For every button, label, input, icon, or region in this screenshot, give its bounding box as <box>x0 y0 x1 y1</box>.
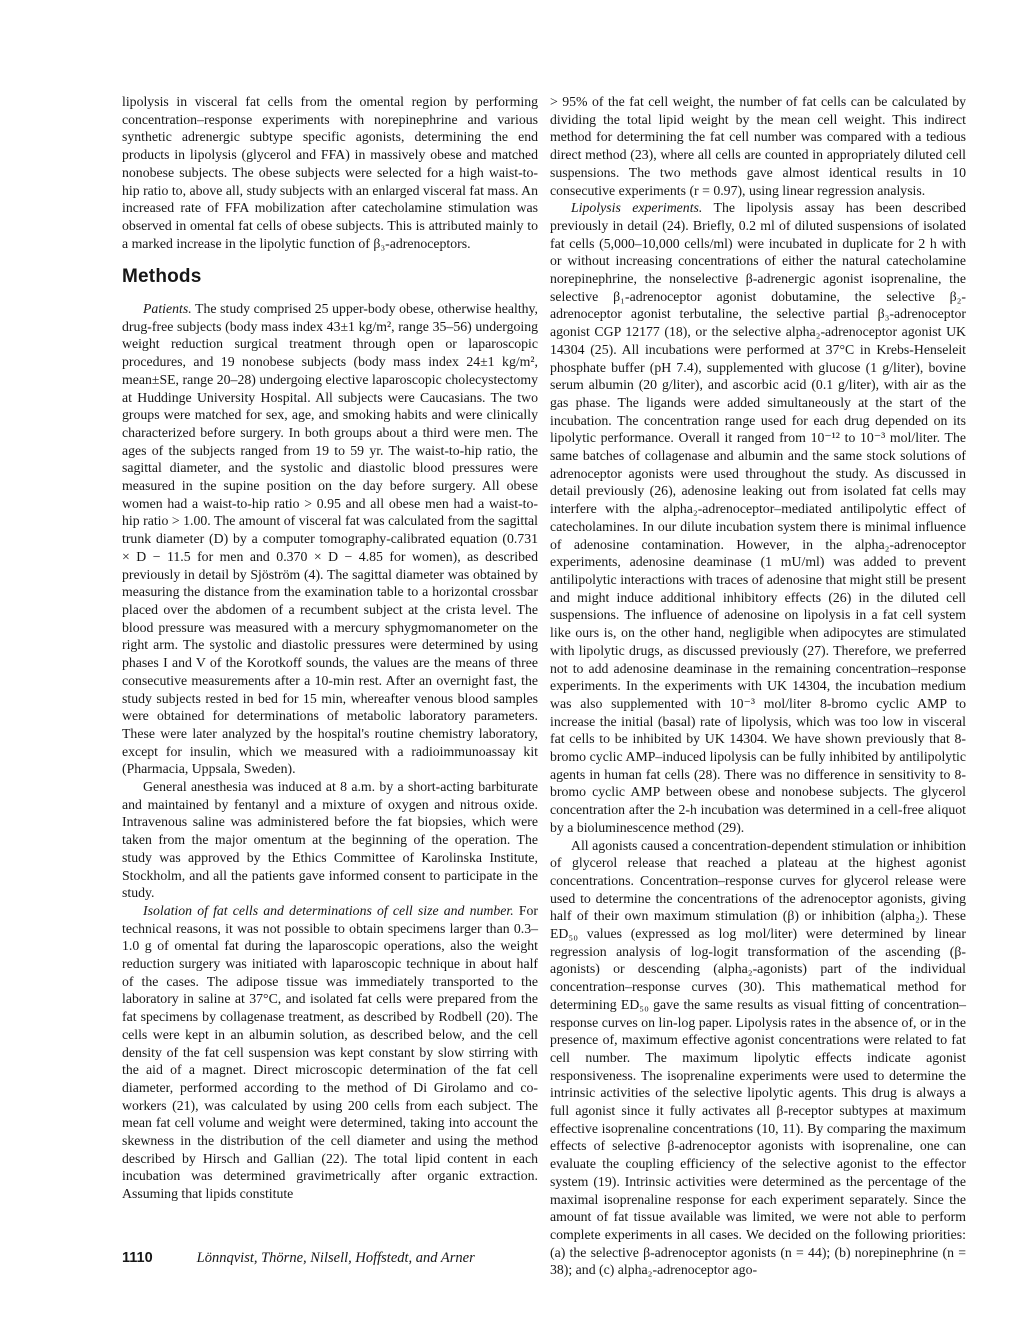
lipolysis-lead: Lipolysis experiments. <box>571 200 703 216</box>
patients-lead: Patients. <box>143 301 192 317</box>
isolation-text: For technical reasons, it was not possible to obtain specimens larger than 0.3–1.0 g of omental fat during the laparoscopic operations, also the weight reduction surgery was initiated with laparoscopic technique in about half of the cases. The adipose tissue was immediately transported to the laboratory in saline at 37°C, and isolated fat cells were prepared from the fat specimens by collagenase treatment, as described by Rodbell (20). The cells were kept in an albumin solution, as described below, and the cell density of the fat cell suspension was kept constant by slow stirring with the aid of a magnet. Direct microscopic determination of the fat cell diameter, performed according to the method of Di Girolamo and co-workers (21), was calculated by using 200 cells from each subject. The mean fat cell volume and weight were determined, taking into account the skewness in the distribution of the cell diameter and using the method described by Hirsch and Gallian (22). The total lipid content in each incubation was determined gravimetrically after organic extraction. Assuming that lipids constitute <box>122 902 538 1202</box>
two-column-text-area <box>122 93 966 1279</box>
lipolysis-text: The lipolysis assay has been described previously in detail (24). Briefly, 0.2 ml of diluted suspensions of isolated fat cells (5,000–10,000 cells/ml) were incubated in duplicate for 2 h with or without increasing concentrations of either the natural catecholamine norepinephrine, the nonselective β-adrenergic agonist isoprenaline, the selective β₁-adrenoceptor agonist dobutamine, the selective β₂-adrenoceptor agonist terbutaline, the selective partial β₃-adrenoceptor agonist CGP 12177 (18), or the selective alpha₂-adrenoceptor agonist UK 14304 (25). All incubations were performed at 37°C in Krebs-Henseleit phosphate buffer (pH 7.4), supplemented with glucose (1 g/liter), bovine serum albumin (20 g/liter), and ascorbic acid (0.1 g/liter), with air as the gas phase. The ligands were added simultaneously at the start of the incubation. The concentration range used for each drug depended on its lipolytic performance. Overall it ranged from 10⁻¹² to 10⁻³ mol/liter. The same batches of collagenase and albumin and the same stock solutions of adrenoceptor agonists were used throughout the study. As discussed in detail previously (26), adenosine leaking out from isolated fat cells may interfere with the alpha₂-adrenoceptor–mediated antilipolytic effect of catecholamines. In our dilute incubation system there is minimal influence of adenosine contamination. However, in the alpha₂-adrenoceptor experiments, adenosine deaminase (1 mU/ml) was added to prevent antilipolytic interactions with traces of adenosine that might still be present and might induce additional inhibitory effects (26) in the diluted cell suspensions. The influence of adenosine on lipolysis in a fat cell system like ours is, on the other hand, negligible when adipocytes are stimulated with lipolytic drugs, as discussed previously (27). Therefore, we preferred not to add adenosine deaminase in the remaining concentration–response experiments. In the experiments with UK 14304, the incubation medium was also supplemented with 10⁻³ mol/liter 8-bromo cyclic AMP to increase the initial (basal) rate of lipolysis, which was too low in visceral fat cells to be inhibited by UK 14304. We have shown previously that 8-bromo cyclic AMP–induced lipolysis can be fully inhibited by antilipolytic agents in human fat cells (28). There was no difference in sensitivity to 8-bromo cyclic AMP between obese and nonobese subjects. The glycerol concentration after the 2-h incubation was determined in a cell-free aliquot by a bioluminescence method (29). <box>550 200 966 835</box>
paragraph-anesthesia: General anesthesia was induced at 8 a.m. by a short-acting barbiturate and maintained by fentanyl and a mixture of oxygen and nitrous oxide. Intravenous saline was administered before the fat biopsies, which were taken from the major omentum at the beginning of the operation. The study was approved by the Ethics Committee of Karolinska Institute, Stockholm, and all the patients gave informed consent to participate in the study. <box>122 779 538 901</box>
paragraph-patients <box>122 300 538 778</box>
paragraph-continuation: lipolysis in visceral fat cells from the omental region by performing concentration–response experiments with norepinephrine and various synthetic adrenergic subtype specific agonists, determining the end products in lipolysis (glycerol and FFA) in massively obese and matched nonobese subjects. The obese subjects were selected for a high waist-to-hip ratio to, above all, study subjects with an enlarged visceral fat mass. An increased rate of FFA mobilization after catecholamine stimulation was observed in omental fat cells of obese subjects. This is attributed mainly to a marked increase in the lipolytic function of β₃-adrenoceptors. <box>122 94 538 251</box>
paragraph-fat-cell-weight: > 95% of the fat cell weight, the number of fat cells can be calculated by dividing the total lipid weight by the mean cell weight. This indirect method for determining the fat cell number was compared with a tedious direct method (23), where all cells are counted in appropriately diluted cell suspensions. The two methods gave almost identical results in 10 consecutive experiments (r = 0.97), using linear regression analysis. <box>550 94 966 198</box>
page-footer <box>122 1250 475 1267</box>
patients-text: The study comprised 25 upper-body obese, otherwise healthy, drug-free subjects (body mass index 43±1 kg/m², range 35–56) undergoing weight reduction surgical treatment through open or laparoscopic procedures, and 19 nonobese subjects (body mass index 24±1 kg/m², mean±SE, range 20–28) undergoing elective laparoscopic cholecystectomy at Huddinge University Hospital. All subjects were Caucasians. The two groups were matched for sex, age, and smoking habits and were clinically characterized before surgery. In both groups about a third were men. The ages of the subjects ranged from 19 to 59 yr. The waist-to-hip ratio, the sagittal diameter, and the systolic and diastolic blood pressures were measured in the supine position on the day before surgery. All obese women had a waist-to-hip ratio > 0.95 and all obese men had a waist-to-hip ratio > 1.00. The amount of visceral fat was calculated from the sagittal trunk diameter (D) by a computer tomography-calibrated equation (0.731 × D − 11.5 for men and 0.370 × D − 4.85 for women), as described previously in detail by Sjöström (4). The sagittal diameter was obtained by measuring the distance from the examination table to a horizontal crossbar placed over the abdomen of a recumbent subject at the crista level. The blood pressure was measured with a mercury sphygmomanometer on the right arm. The systolic and diastolic pressures were determined by using phases I and V of the Korotkoff sounds, the values are the means of three consecutive measurements after a 10-min rest. After an overnight fast, the study subjects rested in bed for 15 min, whereafter venous blood samples were obtained for determinations of metabolic laboratory parameters. These were later analyzed by the hospital's routine chemistry laboratory, except for insulin, which we measured with a radioimmunoassay kit (Pharmacia, Uppsala, Sweden). <box>122 301 538 777</box>
left-column <box>122 93 538 1279</box>
paragraph-lipolysis-experiments <box>550 199 966 836</box>
methods-heading: Methods <box>122 266 202 288</box>
paragraph-isolation <box>122 902 538 1203</box>
running-authors: Lönnqvist, Thörne, Nilsell, Hoffstedt, and Arner <box>196 1250 475 1266</box>
paragraph-agonists: All agonists caused a concentration-dependent stimulation or inhibition of glycerol release that reached a plateau at the highest agonist concentrations. Concentration–response curves for glycerol release were used to determine the concentrations of the adrenoceptor agonists, giving half of their own maximum stimulation (β) or inhibition (alpha₂). These ED₅₀ values (expressed as log mol/liter) were determined by linear regression analysis of log-logit transformation of the ascending (β-agonists) or descending (alpha₂-agonists) part of the individual concentration–response curves (30). This mathematical method for determining ED₅₀ gave the same results as visual fitting of concentration–response curves on lin-log paper. Lipolysis rates in the absence of, or in the presence of, maximum effective agonist concentrations were related to fat cell number. The maximum lipolytic effects indicate agonist responsiveness. The isoprenaline experiments were used to determine the intrinsic activities of the selective lipolytic agents. This drug is always a full agonist since it fully activates all β-receptor subtypes at maximum effective isoprenaline concentrations (10, 11). By comparing the maximum effects of selective β-adrenoceptor agonists with isoprenaline, one can evaluate the coupling efficiency of the selective agonist to the effector system (19). Intrinsic activities were determined as the percentage of the maximal isoprenaline response for each experiment separately. Since the amount of fat tissue available was limited, we were not able to perform complete experiments in all cases. We decided on the following priorities: (a) the selective β-adrenoceptor agonists (n = 44); (b) norepinephrine (n = 38); and (c) alpha₂-adrenoceptor ago- <box>550 837 966 1278</box>
right-column <box>550 93 966 1279</box>
page-number: 1110 <box>122 1250 153 1266</box>
isolation-lead: Isolation of fat cells and determinations of cell size and number. <box>143 902 514 918</box>
